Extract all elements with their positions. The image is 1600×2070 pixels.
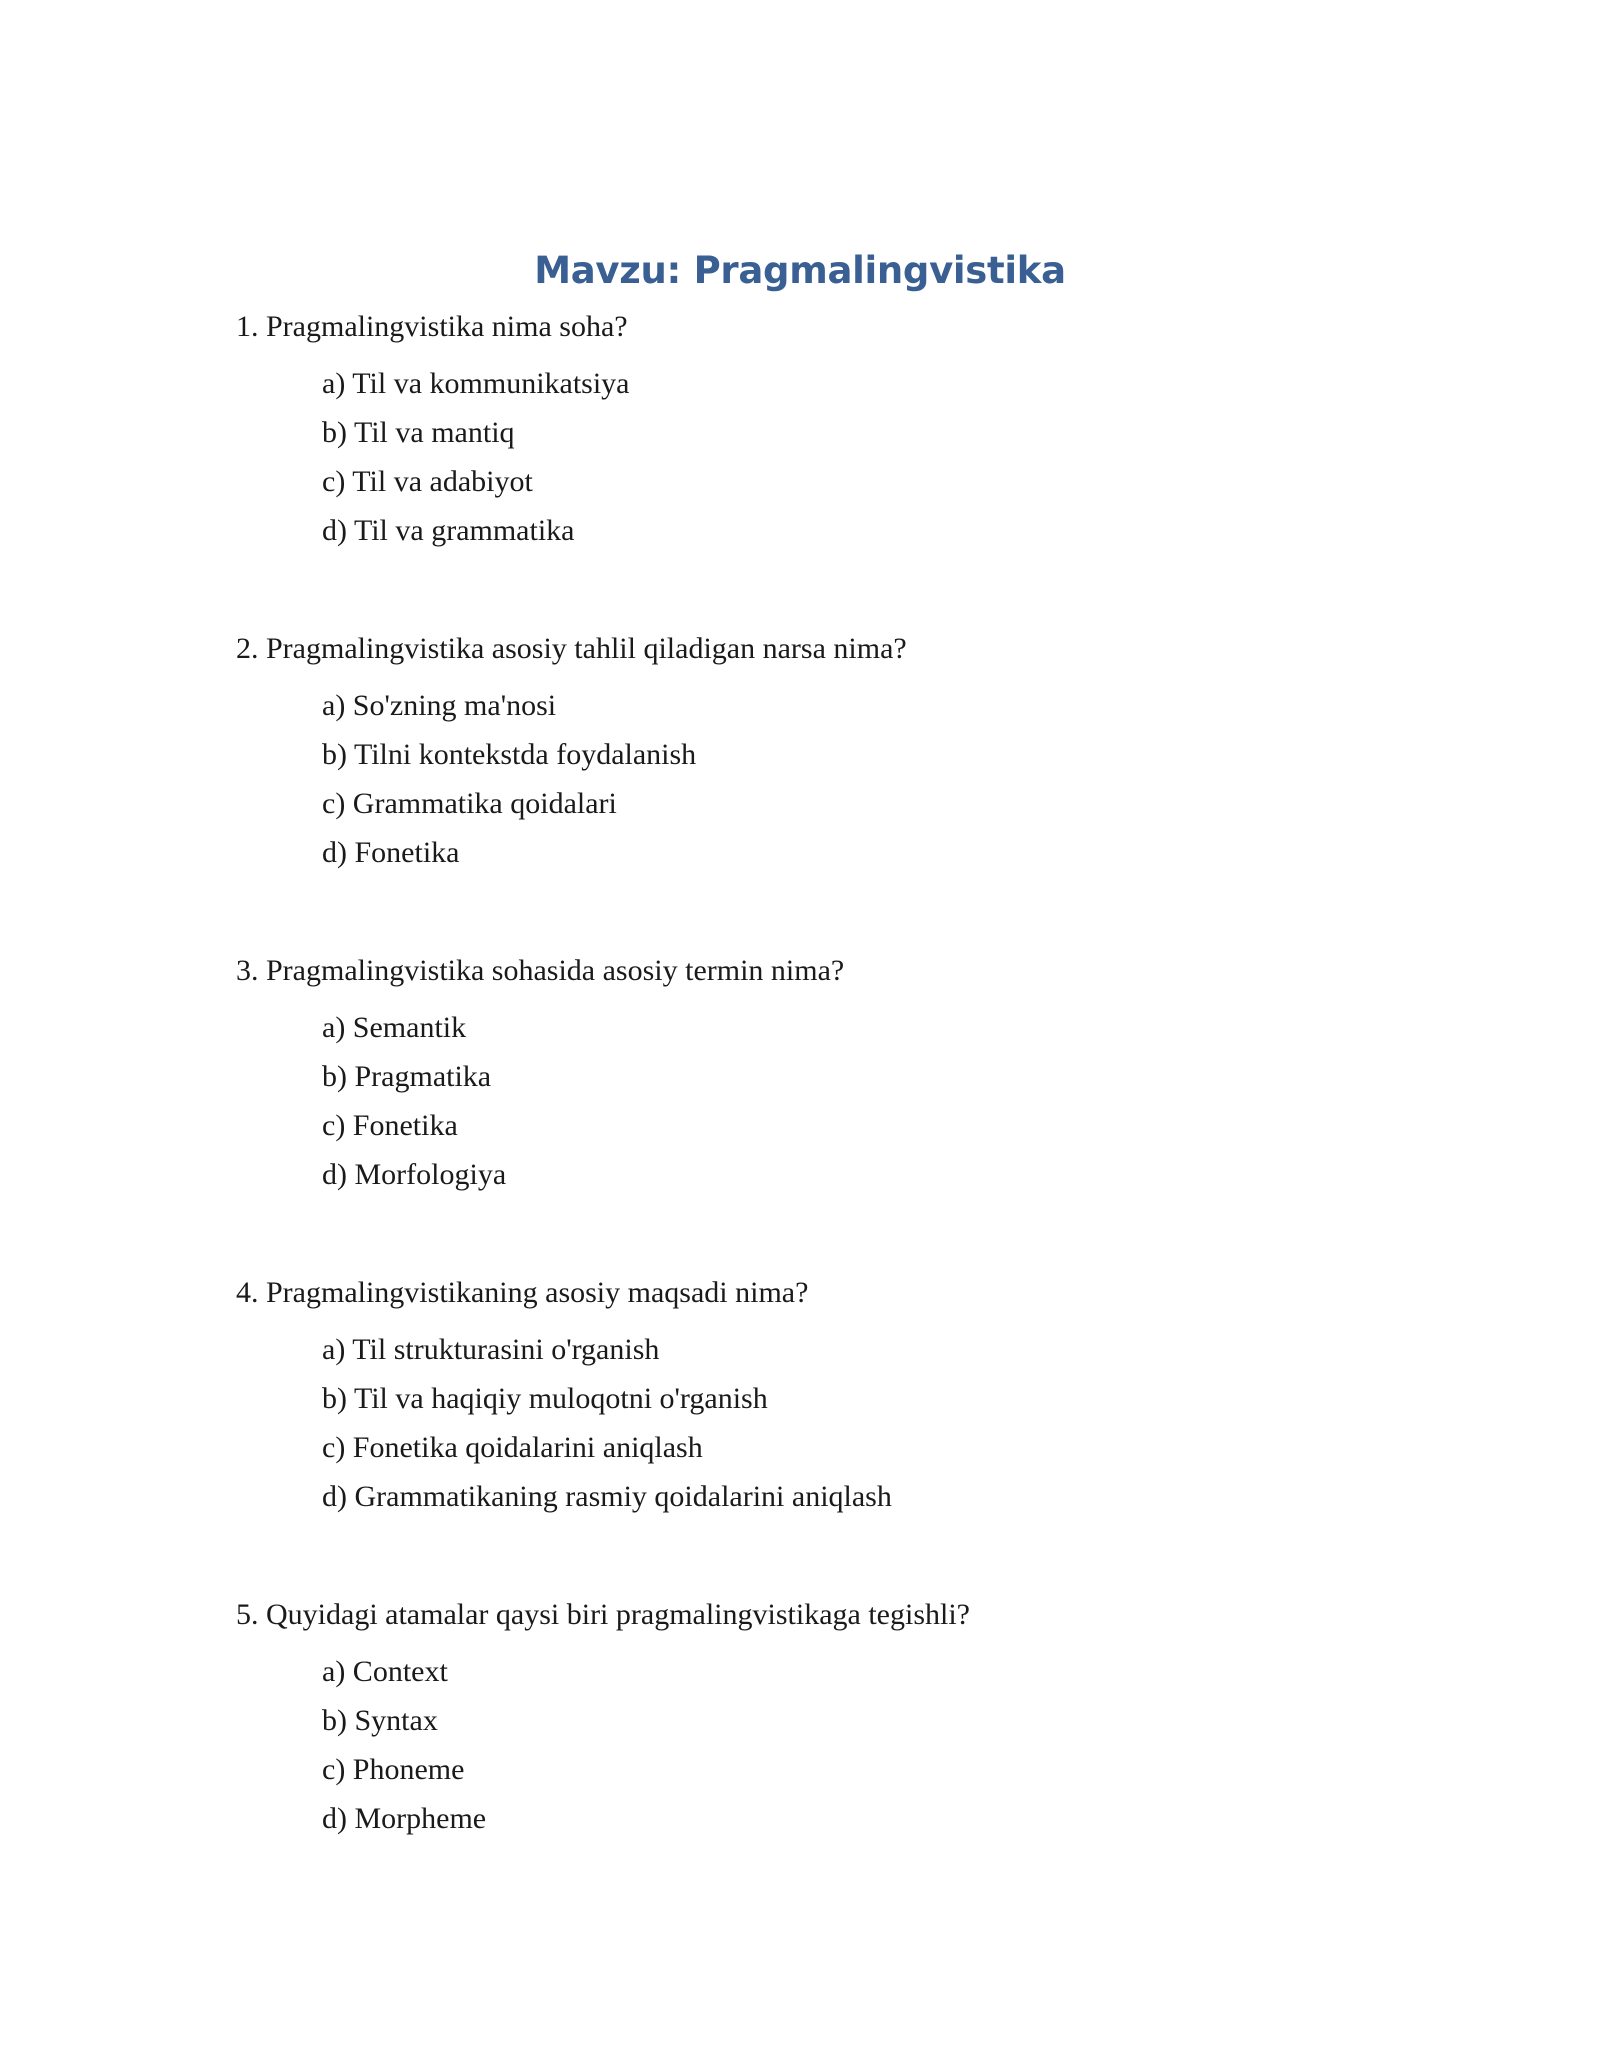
option-d: d) Grammatikaning rasmiy qoidalarini aniqlash xyxy=(322,1480,892,1513)
option-c: c) Grammatika qoidalari xyxy=(322,787,617,820)
option-b: b) Til va mantiq xyxy=(322,416,515,449)
option-a: a) Context xyxy=(322,1655,448,1688)
option-c: c) Fonetika qoidalarini aniqlash xyxy=(322,1431,703,1464)
question-text: 2. Pragmalingvistika asosiy tahlil qiladigan narsa nima? xyxy=(236,632,907,665)
option-b: b) Syntax xyxy=(322,1704,438,1737)
option-d: d) Morfologiya xyxy=(322,1158,507,1191)
option-d: d) Morpheme xyxy=(322,1802,487,1835)
option-d: d) Fonetika xyxy=(322,836,460,869)
question-text: 5. Quyidagi atamalar qaysi biri pragmalingvistikaga tegishli? xyxy=(236,1598,970,1631)
option-d: d) Til va grammatika xyxy=(322,514,575,547)
option-b: b) Pragmatika xyxy=(322,1060,492,1093)
option-c: c) Fonetika xyxy=(322,1109,458,1142)
document-title: Mavzu: Pragmalingvistika xyxy=(534,249,1066,292)
option-a: a) So'zning ma'nosi xyxy=(322,689,557,722)
option-c: c) Til va adabiyot xyxy=(322,465,533,498)
question-text: 4. Pragmalingvistikaning asosiy maqsadi nima? xyxy=(236,1276,809,1309)
question-text: 1. Pragmalingvistika nima soha? xyxy=(236,310,628,343)
option-a: a) Til strukturasini o'rganish xyxy=(322,1333,660,1366)
option-b: b) Til va haqiqiy muloqotni o'rganish xyxy=(322,1382,768,1415)
option-a: a) Til va kommunikatsiya xyxy=(322,367,630,400)
option-c: c) Phoneme xyxy=(322,1753,465,1786)
option-b: b) Tilni kontekstda foydalanish xyxy=(322,738,697,771)
option-a: a) Semantik xyxy=(322,1011,467,1044)
question-text: 3. Pragmalingvistika sohasida asosiy termin nima? xyxy=(236,954,845,987)
